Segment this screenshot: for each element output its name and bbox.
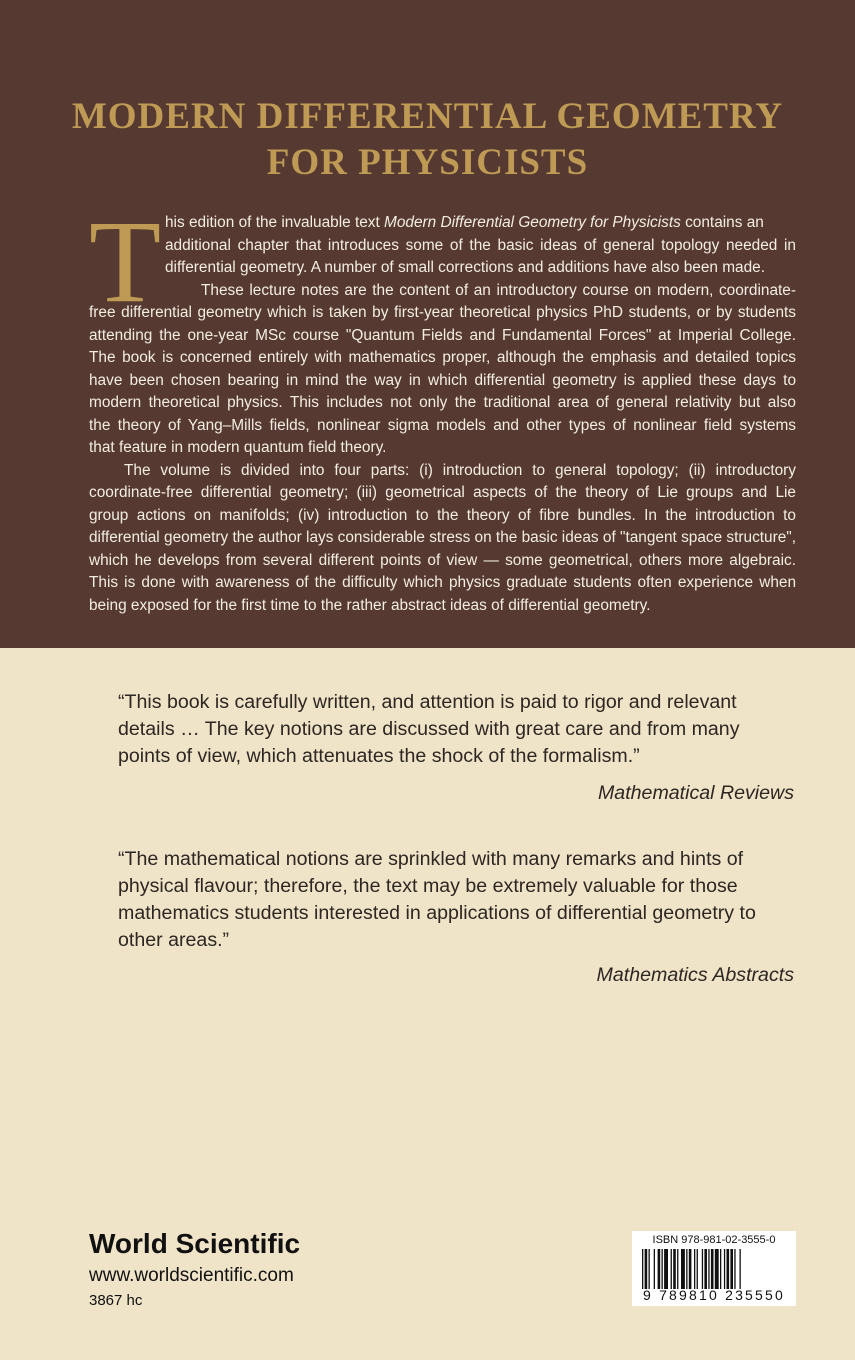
review-line: physical flavour; therefore, the text may be extremely valuable for those: [118, 875, 738, 897]
publisher-url[interactable]: www.worldscientific.com: [89, 1265, 294, 1286]
review-source: Mathematics Abstracts: [596, 964, 794, 986]
description-line: his edition of the invaluable text Modern Differential Geometry for Physicists contains an: [165, 214, 764, 231]
barcode-bar: [694, 1249, 695, 1289]
barcode-number: 9 789810 235550: [643, 1287, 785, 1303]
barcode-bar: [689, 1249, 692, 1289]
description-line: free differential geometry which is taken by first-year theoretical physics PhD students, or by students: [89, 304, 796, 321]
description-line: additional chapter that introduces some of the basic ideas of general topology needed in: [165, 237, 796, 254]
barcode-bar: [711, 1249, 714, 1289]
barcode: [632, 1231, 796, 1306]
description-line: group actions on manifolds; (iv) introduction to the theory of fibre bundles. In the introduction to: [89, 507, 796, 524]
drop-cap: T: [89, 196, 162, 327]
barcode-bar: [642, 1249, 643, 1289]
description-line: have been chosen bearing in mind the way in which differential geometry is applied these days to: [89, 372, 796, 389]
description-line: attending the one-year MSc course "Quantum Fields and Fundamental Forces" at Imperial College.: [89, 327, 796, 344]
description-line: differential geometry. A number of small corrections and additions have also been made.: [165, 259, 766, 276]
review-line: points of view, which attenuates the shock of the formalism.”: [118, 745, 640, 767]
description-line: differential geometry the author lays considerable stress on the basic ideas of "tangent space structure",: [89, 529, 797, 546]
review-source: Mathematical Reviews: [597, 782, 794, 804]
book-title-line-2: FOR PHYSICISTS: [266, 142, 589, 183]
barcode-bar: [740, 1249, 741, 1289]
barcode-bars: [642, 1249, 786, 1289]
isbn-label: ISBN 978-981-02-3555-0: [652, 1234, 776, 1246]
barcode-bar: [708, 1249, 709, 1289]
barcode-bar: [649, 1249, 650, 1289]
barcode-bar: [654, 1249, 655, 1289]
barcode-bar: [658, 1249, 661, 1289]
book-title-line-1: MODERN DIFFERENTIAL GEOMETRY: [71, 96, 784, 137]
description-line: the theory of Yang–Mills fields, nonlinear sigma models and other types of nonlinear field systems: [89, 417, 796, 434]
barcode-bar: [686, 1249, 687, 1289]
barcode-bar: [720, 1249, 721, 1289]
barcode-bar: [677, 1249, 678, 1289]
review-line: mathematics students interested in applications of differential geometry to: [118, 902, 756, 924]
barcode-bar: [704, 1249, 707, 1289]
barcode-bar: [734, 1249, 735, 1289]
publisher-code: 3867 hc: [89, 1292, 143, 1309]
barcode-bar: [715, 1249, 719, 1289]
barcode-bar: [681, 1249, 685, 1289]
description-line: which he develops from several different points of view — some geometrical, others more algebraic.: [89, 552, 796, 569]
review-line: “This book is carefully written, and attention is paid to rigor and relevant: [118, 691, 737, 713]
barcode-bar: [724, 1249, 725, 1289]
barcode-bar: [730, 1249, 733, 1289]
description-line: being exposed for the first time to the rather abstract ideas of differential geometry.: [89, 597, 651, 614]
description-line: The volume is divided into four parts: (i) introduction to general topology; (ii) introductory: [124, 462, 796, 479]
description-line: modern theoretical physics. This includes not only the traditional area of general relativity but also: [89, 394, 796, 411]
description-line: This is done with awareness of the difficulty which physics graduate students often experience when: [89, 574, 796, 591]
barcode-bar: [664, 1249, 668, 1289]
barcode-bar: [697, 1249, 698, 1289]
barcode-bar: [662, 1249, 663, 1289]
barcode-bar: [671, 1249, 672, 1289]
review-line: other areas.”: [118, 929, 230, 951]
barcode-bar: [673, 1249, 676, 1289]
review-line: “The mathematical notions are sprinkled with many remarks and hints of: [118, 848, 744, 870]
description-line: coordinate-free differential geometry; (iii) geometrical aspects of the theory of Lie groups and Lie: [89, 484, 796, 501]
description-line: that feature in modern quantum field theory.: [89, 439, 387, 456]
description-line: These lecture notes are the content of an introductory course on modern, coordinate-: [201, 282, 796, 299]
barcode-bar: [645, 1249, 648, 1289]
description-line: The book is concerned entirely with mathematics proper, although the emphasis and detailed topics: [89, 349, 796, 366]
review-line: details … The key notions are discussed with great care and from many: [118, 718, 740, 740]
barcode-bar: [702, 1249, 703, 1289]
publisher-name: World Scientific: [89, 1228, 301, 1259]
barcode-bar: [727, 1249, 730, 1289]
